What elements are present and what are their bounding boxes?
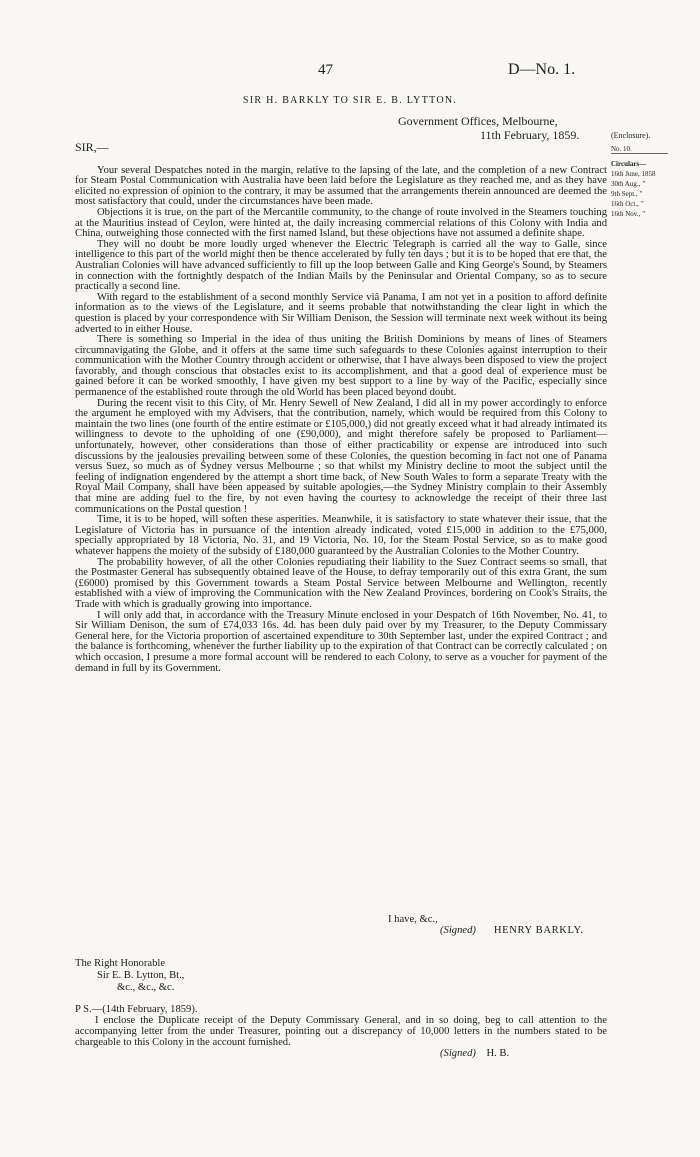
addressee-line: &c., &c., &c. [117,982,175,993]
margin-notes [611,159,679,219]
enclosure-number: No. 10. [611,145,668,154]
page-number: 47 [318,62,333,78]
letter-body [75,155,607,674]
paragraph: During the recent visit to this City, of Mr. Henry Sewell of New Zealand, I did all in my power accordingly to enforce the argument he employed with my Advisers, that the contribution, namely, which would be required from this Colony to maintain the two lines (one fourth of the entire estimate or £105,000,) did not greatly exceed what it had already intimated its willingness to devote to the upholding of one (£90,000), and might therefore safely be proposed to Parliament—unfortunately, however, other considerations than those of either practicability or expense are introduced into such discussions by the jealousies prevailing between some of these Colonies, the question becoming in fact not one of Panama versus Suez, so much as of Sydney versus Melbourne ; so that whilst my Ministry decline to moot the subject until the feeling of indignation engendered by the attempt a short time back, of New South Wales to form a separate Treaty with the Royal Mail Company, shall have been appeased by suitable apologies,—the Sydney Ministry complain to their Assembly that mine are adding fuel to the fire, by not even having the courtesy to acknowledge the receipt of their three last communications on the Postal question ! [75,397,607,515]
margin-note: 16th Oct., " [611,200,644,208]
postscript [75,1004,607,1059]
signature-line [440,925,615,936]
enclosure-label: (Enclosure). [611,131,651,140]
paragraph: Time, it is to be hoped, will soften these asperities. Meanwhile, it is satisfactory to state whatever their issue, that the Legislature of Victoria has in pursuance of the intention already indicated, voted £15,000 in addition to the £75,000, specially appropriated by 18 Victoria, No. 31, and 19 Victoria, No. 10, for the Steam Postal Service, so as to make good whatever happens the moiety of the subsidy of £180,000 guaranteed by the Australian Colonies to the Mother Country. [75,514,607,557]
paragraph: There is something so Imperial in the idea of thus uniting the British Dominions by means of lines of Steamers circumnavigating the Globe, and it offers at the same time such safeguards to these Colonies against interruption to their communication with the Mother Country through accident or otherwise, that I have always been disposed to view the project favorably, and though conscious that obstacles exist to its accomplishment, and that a good deal of experience must be gained before it can be worked smoothly, I have given my best support to a line by way of the Pacific, especially since permanence of the established route through the old World has been placed beyond doubt. [75,334,607,399]
postscript-header: P S.—(14th February, 1859). [75,1004,198,1015]
page-title: SIR H. BARKLY TO SIR E. B. LYTTON. [242,95,458,106]
salutation: SIR,— [75,140,109,154]
addressee [75,958,184,994]
paragraph: Your several Despatches noted in the margin, relative to the lapsing of the late, and the completion of a new Contract for Steam Postal Communication with Australia have been laid before the Legislature as they reached me, and as they have elicited no expression of opinion to the contrary, it may be assumed that the arrangements therein announced are deemed the most satisfactory that could, under the circumstances have been made. [75,164,607,208]
margin-notes-title: Circulars— [611,160,647,168]
margin-note: 16th June, 1858 [611,170,656,178]
letter-date: 11th February, 1859. [480,128,580,142]
letter-place: Government Offices, Melbourne, [398,114,558,128]
paragraph: They will no doubt be more loudly urged whenever the Electric Telegraph is carried all the way to Galle, since intelligence to this part of the world might then be thence accelerated by fully ten days ; but it is to be hoped that ere that, the Australian Colonies will have advanced sufficiently to fill up the loop between Galle and King George's Sound, by Steamers in connection with the fortnightly despatch of the Indian Mails by the Peninsular and Oriental Company, so as to secure practically a second line. [75,238,607,293]
paragraph: The probability however, of all the other Colonies repudiating their liability to the Suez Contract seems so small, that the Postmaster General has subsequently obtained leave of the House, to defray temporarily out of this extra Grant, the sum (£6000) promised by this Government towards a Steam Postal Service between Melbourne and Wellington, recently established with a view of improving the Communication with the New Zealand Provinces, bordering on Cook's Straits, the Trade with which is gradually growing into importance. [75,556,607,610]
margin-note: 16th Nov., " [611,210,646,218]
document-id: D—No. 1. [508,61,576,78]
signer-name: HENRY BARKLY. [493,925,584,936]
paragraph: Objections it is true, on the part of the Mercantile community, to the change of route involved in the Steamers touching at the Mauritius instead of Ceylon, were hinted at, the daily increasing commercial relations of this Colony with India and China, outweighing those connected with the first named Island, but these objections have not assumed a definite shape. [75,206,607,240]
margin-note: 30th Aug., " [611,180,646,188]
closing-phrase: I have, &c., [388,914,438,925]
signed-label: (Signed) [440,925,476,936]
addressee-line: The Right Honorable [75,958,166,969]
postscript-signature: (Signed) H. B. [440,1048,510,1059]
closing-block [75,914,615,936]
addressee-line: Sir E. B. Lytton, Bt., [97,970,185,981]
paragraph: I will only add that, in accordance with the Treasury Minute enclosed in your Despatch of 16th November, No. 41, to Sir William Denison, the sum of £74,033 16s. 4d. has been duly paid over by my Treasurer, to the Deputy Commissary General here, for the Victoria proportion of ascertained expenditure to 30th September last, under the expired Contract ; and the balance is forthcoming, whenever the further liability up to the expiration of that Contract can be correctly calculated ; on which occasion, I presume a more formal account will be rendered to each Colony, to serve as a voucher for payment of the demand in full by its Government. [75,609,607,674]
margin-note: 9th Sept., " [611,190,643,198]
paragraph: With regard to the establishment of a second monthly Service viâ Panama, I am not yet in a position to afford definite information as to the views of the Legislature, and it seems probable that notwithstanding the clear light in which the question is placed by your correspondence with Sir William Denison, the Session will terminate next week without its being adverted to in either House. [75,291,607,335]
postscript-body: I enclose the Duplicate receipt of the Deputy Commissary General, and in so doing, beg to call attention to the accompanying letter from the under Treasurer, pointing out a discrepancy of 10,000 letters in the numbers stated to be chargeable to this Colony in the account furnished. [75,1015,607,1048]
